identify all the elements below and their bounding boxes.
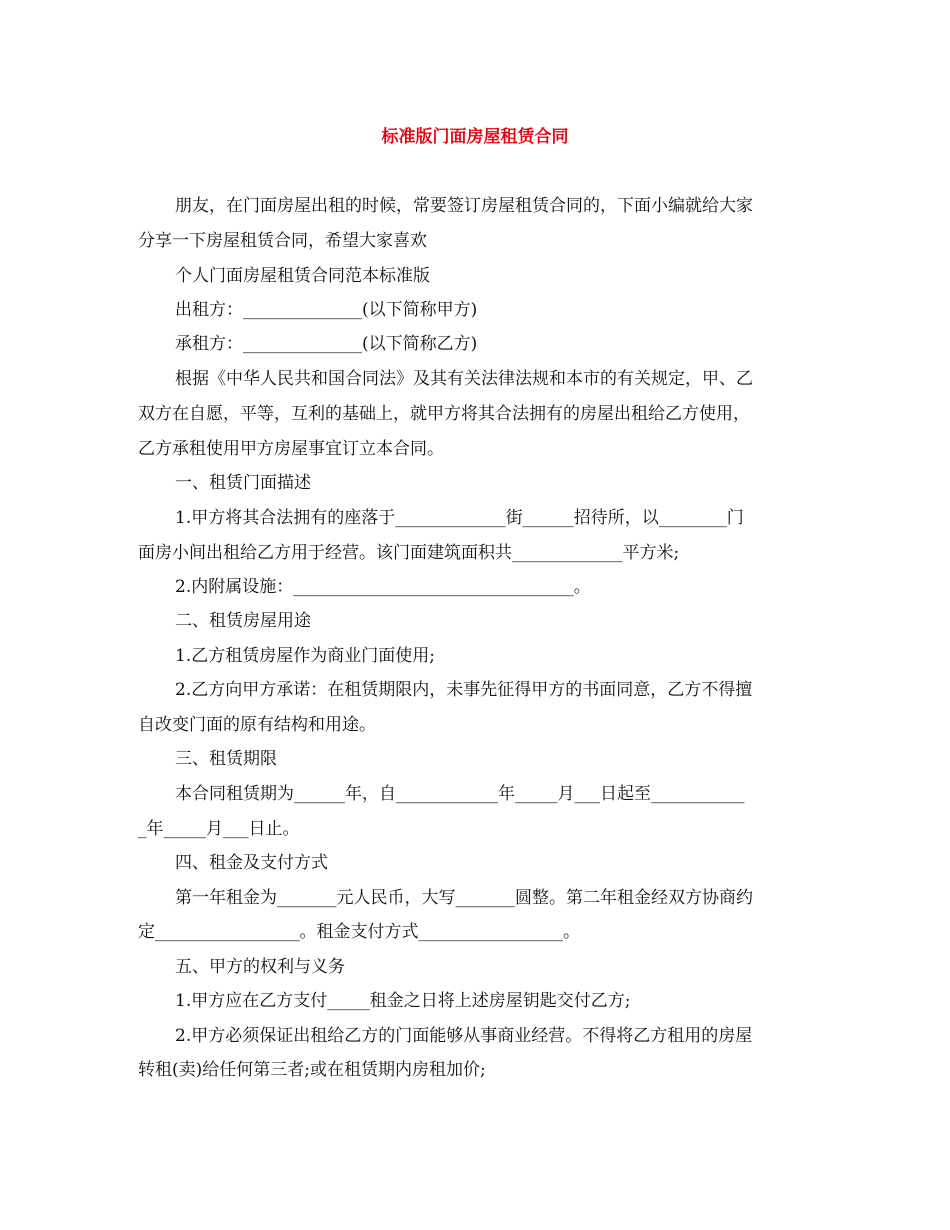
- section-2-item-2-cont: 自改变门面的原有结构和用途。: [138, 715, 376, 735]
- lessee-line: 承租方：______________(以下简称乙方): [175, 334, 478, 354]
- section-5-item-2-cont: 转租(卖)给任何第三者;或在租赁期内房租加价;: [138, 1060, 486, 1080]
- preamble-line-2: 双方在自愿，平等，互利的基础上，就甲方将其合法拥有的房屋出租给乙方使用，: [138, 404, 750, 424]
- section-2-item-2: 2.乙方向甲方承诺：在租赁期限内，未事先征得甲方的书面同意，乙方不得擅: [175, 680, 753, 700]
- section-4-heading: 四、租金及支付方式: [175, 853, 328, 873]
- document-title: 标准版门面房屋租赁合同: [381, 127, 569, 147]
- section-1-heading: 一、租赁门面描述: [175, 473, 311, 493]
- section-5-item-1: 1.甲方应在乙方支付_____租金之日将上述房屋钥匙交付乙方;: [175, 991, 631, 1011]
- intro-line-1: 朋友，在门面房屋出租的时候，常要签订房屋租赁合同的，下面小编就给大家: [175, 196, 753, 216]
- section-5-item-2: 2.甲方必须保证出租给乙方的门面能够从事商业经营。不得将乙方租用的房屋: [175, 1026, 753, 1046]
- section-2-item-1: 1.乙方租赁房屋作为商业门面使用;: [175, 646, 435, 666]
- section-1-item-1-cont: 面房小间出租给乙方用于经营。该门面建筑面积共_____________平方米;: [138, 543, 680, 563]
- section-4-line-1: 第一年租金为_______元人民币，大写_______圆整。第二年租金经双方协商约: [175, 888, 753, 908]
- section-3-heading: 三、租赁期限: [175, 749, 277, 769]
- section-1-item-1: 1.甲方将其合法拥有的座落于_____________街______招待所，以________门: [175, 508, 744, 528]
- contract-subtitle: 个人门面房屋租赁合同范本标准版: [175, 266, 430, 286]
- lessor-line: 出租方：______________(以下简称甲方): [175, 300, 478, 320]
- intro-line-2: 分享一下房屋租赁合同，希望大家喜欢: [138, 231, 427, 251]
- section-3-line-1: 本合同租赁期为______年，自____________年_____月___日起至___________: [175, 784, 745, 804]
- preamble-line-1: 根据《中华人民共和国合同法》及其有关法律法规和本市的有关规定，甲、乙: [175, 369, 753, 389]
- section-4-line-2: 定_________________。租金支付方式_________________。: [138, 922, 580, 942]
- section-1-item-2: 2.内附属设施：_________________________________。: [175, 577, 591, 597]
- section-3-line-2: _年_____月___日止。: [138, 819, 300, 839]
- section-2-heading: 二、租赁房屋用途: [175, 611, 311, 631]
- preamble-line-3: 乙方承租使用甲方房屋事宜订立本合同。: [138, 439, 444, 459]
- section-5-heading: 五、甲方的权利与义务: [175, 957, 345, 977]
